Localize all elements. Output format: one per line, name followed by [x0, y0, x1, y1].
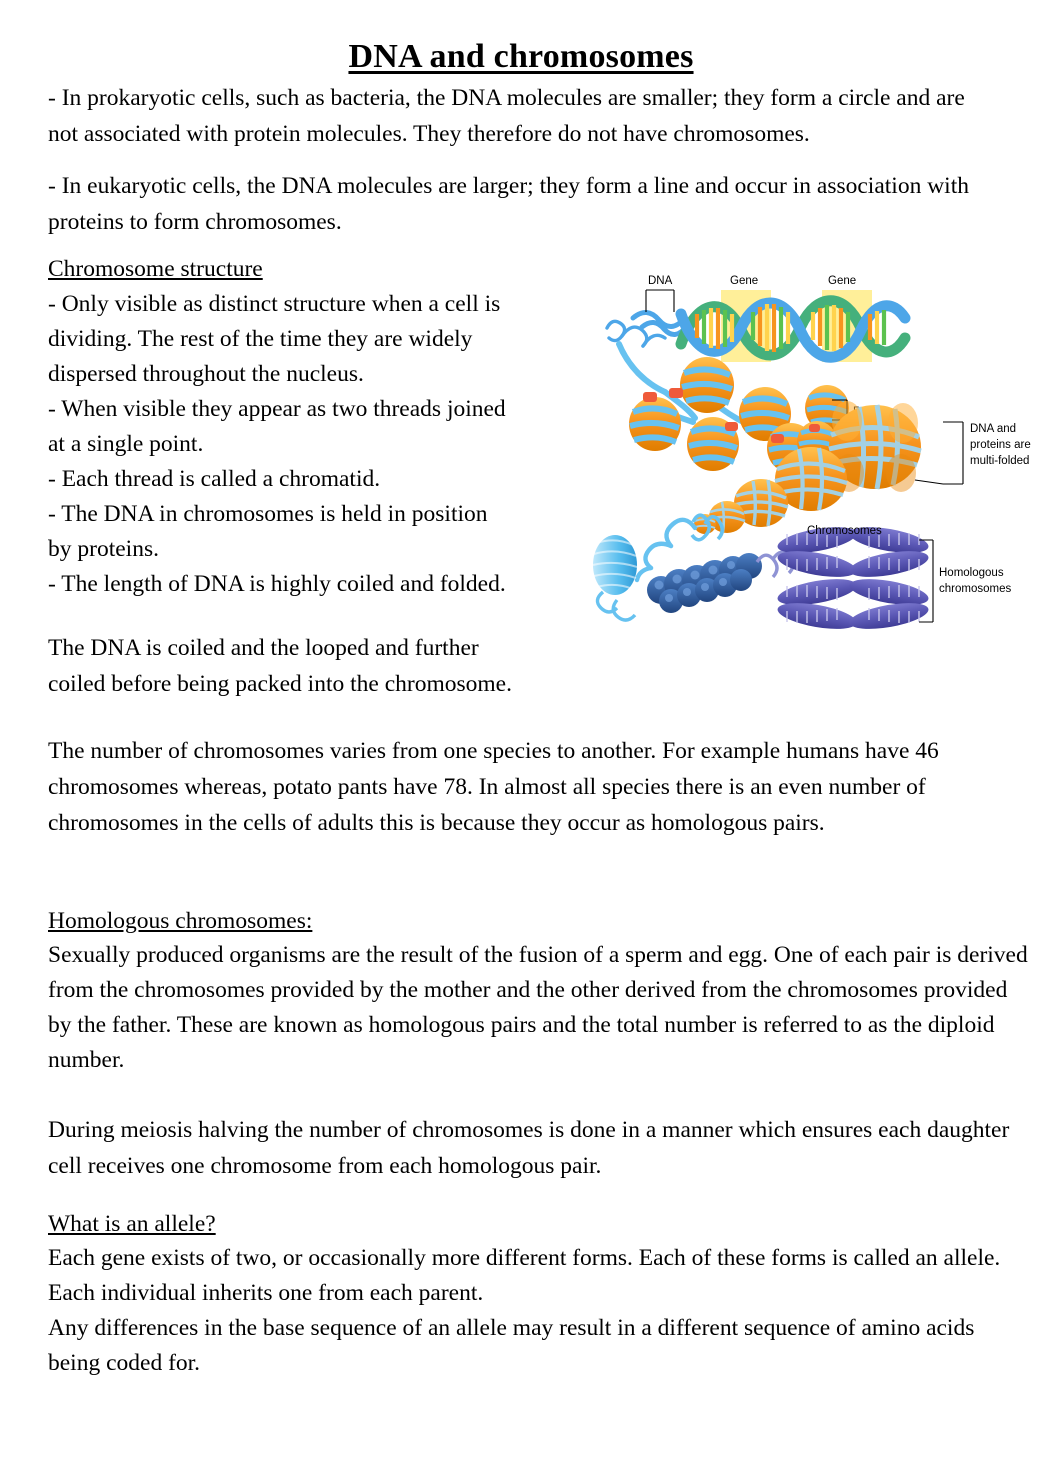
- section-heading-homologous-chromosomes: [48, 905, 1033, 938]
- allele-paragraph-1: Each gene exists of two, or occasionally more different forms. Each of these forms is called an allele. Each individual inherits one from each parent.: [48, 1245, 1001, 1306]
- paragraph-number-of-chromosomes-text: The number of chromosomes varies from one species to another. For example humans have 46 chromosomes whereas, potato pants have 78. In almost all species there is an even number of chromosomes in the cells of adults this is because they occur as homologous pairs.: [48, 738, 939, 836]
- histone-bead: [629, 397, 681, 451]
- chromosome-structure-line: by proteins.: [48, 536, 159, 562]
- solenoid-fiber: [694, 401, 921, 534]
- section-heading-allele-text: What is an allele?: [48, 1211, 216, 1237]
- page-title-text: DNA and chromosomes: [348, 37, 694, 75]
- diagram-label-multifolded-line3: multi-folded: [970, 455, 1030, 467]
- paragraph-dna-coiled-line: The DNA is coiled and the looped and further: [48, 635, 479, 661]
- page-title: [0, 37, 1042, 77]
- solenoid-barrel: [593, 535, 637, 595]
- chromosome-structure-line: at a single point.: [48, 431, 204, 457]
- chromosome-structure-line: - The length of DNA is highly coiled and folded.: [48, 571, 506, 597]
- allele-body: [48, 1241, 1023, 1381]
- dna-bracket: [646, 290, 674, 312]
- chromosome-structure-line: - Each thread is called a chromatid.: [48, 466, 381, 492]
- diagram-label-multifolded-line1: DNA and: [970, 423, 1017, 435]
- paragraph-prokaryotic-text: - In prokaryotic cells, such as bacteria, the DNA molecules are smaller; they form a circle and are not associated with protein molecules. They therefore do not have chromosomes.: [48, 85, 965, 147]
- dna-packaging-diagram: [585, 252, 1040, 637]
- paragraph-dna-coiled: [48, 630, 608, 702]
- diagram-label-homologous-line2: chromosomes: [939, 583, 1012, 595]
- homologous-chromosomes-body: [48, 938, 1033, 1078]
- section-heading-chromosome-structure: [48, 253, 588, 286]
- diagram-label-homologous-line1: Homologous: [939, 567, 1004, 579]
- paragraph-prokaryotic-cells: [48, 80, 998, 152]
- paragraph-meiosis: [48, 1112, 1023, 1184]
- chromosome-structure-line: - Only visible as distinct structure when a cell is: [48, 291, 501, 317]
- chromosome: [776, 574, 931, 634]
- section-heading-chromosome-structure-text: Chromosome structure: [48, 256, 263, 282]
- section-heading-allele: [48, 1208, 1023, 1241]
- diagram-label-chromosomes: Chromosomes: [807, 525, 882, 537]
- chromosome-structure-line: dividing. The rest of the time they are widely: [48, 326, 473, 352]
- paragraph-meiosis-text: During meiosis halving the number of chromosomes is done in a manner which ensures each daughter cell receives one chromosome from each homologous pair.: [48, 1117, 1010, 1179]
- diagram-label-gene-1: Gene: [730, 275, 759, 287]
- paragraph-eukaryotic-text: - In eukaryotic cells, the DNA molecules are larger; they form a line and occur in association with proteins to form chromosomes.: [48, 173, 969, 235]
- section-heading-homologous-chromosomes-text: Homologous chromosomes:: [48, 908, 313, 934]
- paragraph-number-of-chromosomes: [48, 733, 1023, 841]
- diagram-label-gene-2: Gene: [828, 275, 857, 287]
- multifolded-bracket: [943, 422, 963, 484]
- chromosome-structure-line: dispersed throughout the nucleus.: [48, 361, 364, 387]
- multifolded-pointer: [915, 480, 943, 484]
- histone-bead: [680, 357, 734, 413]
- paragraph-dna-coiled-line: coiled before being packed into the chromosome.: [48, 671, 512, 697]
- chromatin-dark-fiber: [647, 553, 762, 613]
- chromosome-structure-lines: [48, 287, 588, 602]
- section-chromosome-structure: [48, 253, 588, 602]
- section-what-is-an-allele: [48, 1208, 1023, 1381]
- section-homologous-chromosomes: [48, 905, 1033, 1078]
- chromosome-pair-lower: [776, 574, 931, 634]
- allele-paragraph-2: Any differences in the base sequence of an allele may result in a different sequence of amino acids being coded for.: [48, 1315, 975, 1376]
- chromosome-structure-line: - The DNA in chromosomes is held in position: [48, 501, 488, 527]
- diagram-label-dna: DNA: [648, 275, 673, 287]
- paragraph-eukaryotic-cells: [48, 168, 998, 240]
- chromosome-structure-line: - When visible they appear as two threads joined: [48, 396, 506, 422]
- solenoid-tail-coils: [597, 592, 635, 620]
- diagram-label-multifolded-line2: proteins are: [970, 439, 1031, 451]
- homologous-chromosomes-text: Sexually produced organisms are the result of the fusion of a sperm and egg. One of each pair is derived from the chromosomes provided by the mother and the other derived from the chromosomes provided by the father. These are known as homologous pairs and the total number is referred to as the diploid number.: [48, 942, 1028, 1073]
